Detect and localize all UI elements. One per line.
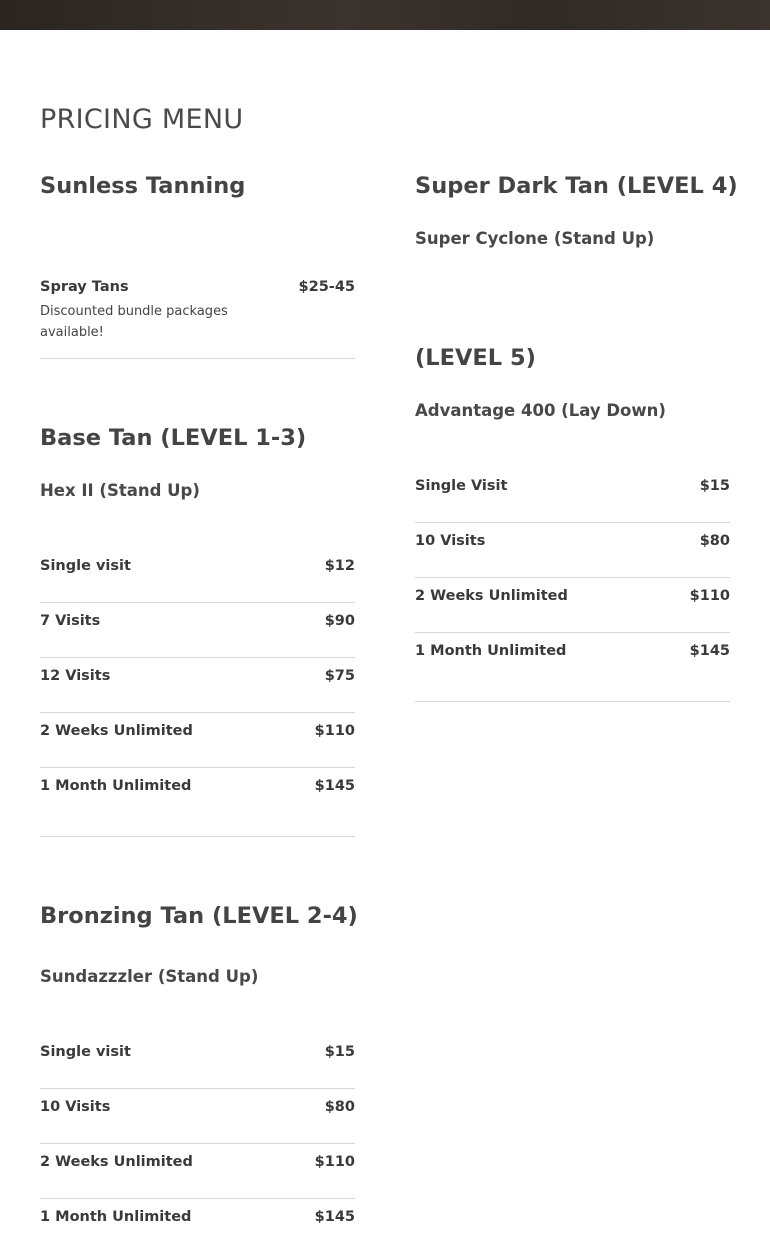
- section-title-super-dark-tan: Super Dark Tan (LEVEL 4): [415, 173, 738, 199]
- bed-name-advantage-400: Advantage 400 (Lay Down): [415, 401, 666, 420]
- price-row-name: 2 Weeks Unlimited: [40, 1154, 193, 1170]
- price-row: [40, 1089, 355, 1144]
- price-list-base-tan: [40, 548, 355, 837]
- price-row-price: $110: [689, 588, 730, 604]
- price-row: [40, 603, 355, 658]
- price-row-price: $15: [699, 478, 730, 494]
- price-row-price: $145: [314, 1209, 355, 1225]
- price-row-name: 1 Month Unlimited: [415, 643, 567, 659]
- price-row: [415, 633, 730, 702]
- price-list-bronzing-tan: [40, 1034, 355, 1248]
- price-row-price: $145: [314, 778, 355, 794]
- price-row-name: 10 Visits: [40, 1099, 111, 1115]
- item-price: $25-45: [298, 279, 355, 295]
- price-row-name: 2 Weeks Unlimited: [40, 723, 193, 739]
- price-list-level-5: [415, 468, 730, 702]
- section-title-bronzing-tan: Bronzing Tan (LEVEL 2-4): [40, 903, 358, 929]
- price-row: [415, 523, 730, 578]
- price-row: [40, 1144, 355, 1199]
- price-row-name: 10 Visits: [415, 533, 486, 549]
- price-row-price: $15: [324, 1044, 355, 1060]
- price-row-price: $110: [314, 723, 355, 739]
- section-title-level-5: (LEVEL 5): [415, 345, 536, 371]
- price-row-name: 7 Visits: [40, 613, 101, 629]
- item-name: Spray Tans: [40, 279, 129, 295]
- section-title-sunless: Sunless Tanning: [40, 173, 246, 199]
- item-description: Discounted bundle packages available!: [40, 304, 228, 340]
- price-row: [40, 548, 355, 603]
- price-row-price: $80: [324, 1099, 355, 1115]
- price-row-name: 2 Weeks Unlimited: [415, 588, 568, 604]
- section-title-base-tan: Base Tan (LEVEL 1-3): [40, 425, 307, 451]
- divider: [40, 358, 355, 359]
- price-row-name: Single visit: [40, 1044, 131, 1060]
- price-row: [40, 1034, 355, 1089]
- bed-name-sundazzzler: Sundazzzler (Stand Up): [40, 967, 259, 986]
- price-row-price: $145: [689, 643, 730, 659]
- price-row: [40, 768, 355, 837]
- page-title: PRICING MENU: [40, 104, 244, 135]
- price-row-name: 1 Month Unlimited: [40, 1209, 192, 1225]
- price-row: [40, 713, 355, 768]
- price-row-price: $12: [324, 558, 355, 574]
- menu-item-spray-tans: [40, 279, 355, 359]
- top-banner: [0, 0, 770, 30]
- bed-name-hex-ii: Hex II (Stand Up): [40, 481, 200, 500]
- price-row: [40, 1199, 355, 1254]
- price-row: [40, 658, 355, 713]
- bed-name-super-cyclone: Super Cyclone (Stand Up): [415, 229, 655, 248]
- price-row: [415, 578, 730, 633]
- price-row: [415, 468, 730, 523]
- price-row-price: $80: [699, 533, 730, 549]
- price-row-name: 1 Month Unlimited: [40, 778, 192, 794]
- price-row-name: Single visit: [40, 558, 131, 574]
- price-row-price: $110: [314, 1154, 355, 1170]
- price-row-price: $90: [324, 613, 355, 629]
- price-row-price: $75: [324, 668, 355, 684]
- price-row-name: 12 Visits: [40, 668, 111, 684]
- price-row-name: Single Visit: [415, 478, 508, 494]
